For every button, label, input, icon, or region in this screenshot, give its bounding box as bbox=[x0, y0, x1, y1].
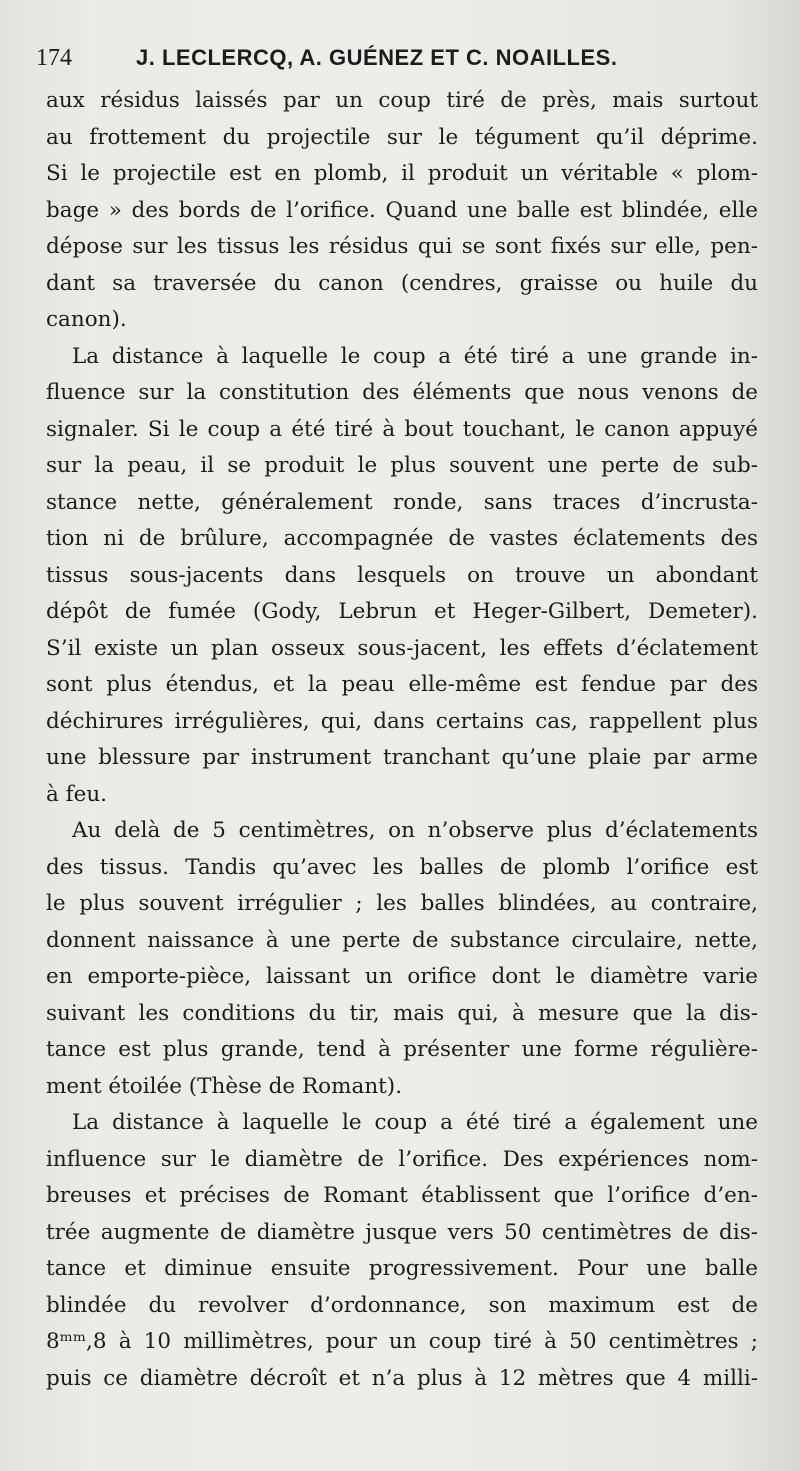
text-line: signaler. Si le coup a été tiré à bout touchant, le canon appuyé bbox=[46, 416, 758, 442]
paragraph-4 bbox=[46, 1105, 758, 1397]
text-line: aux résidus laissés par un coup tiré de près, mais surtout bbox=[46, 88, 758, 113]
text-line: Au delà de 5 centimètres, on n’observe plus d’éclatements bbox=[72, 818, 758, 843]
text-line: fluence sur la constitution des éléments que nous venons de bbox=[46, 380, 758, 405]
running-head bbox=[36, 40, 756, 76]
page-number: 174 bbox=[36, 45, 72, 71]
text-line: 8ᵐᵐ,8 à 10 millimètres, pour un coup tiré à 50 centimètres ; bbox=[46, 1329, 758, 1354]
paragraph-3 bbox=[46, 813, 758, 1105]
text-line: tance est plus grande, tend à présenter une forme régulière- bbox=[46, 1037, 758, 1062]
text-line: La distance à laquelle le coup a été tiré a également une bbox=[72, 1110, 758, 1135]
text-line: tion ni de brûlure, accompagnée de vastes éclatements des bbox=[46, 526, 758, 551]
paragraph-2 bbox=[46, 339, 758, 814]
text-line: bage » des bords de l’orifice. Quand une balle est blindée, elle bbox=[46, 197, 758, 223]
text-line: puis ce diamètre décroît et n’a plus à 12 mètres que 4 milli- bbox=[46, 1365, 758, 1391]
text-line: dépôt de fumée (Gody, Lebrun et Heger-Gilbert, Demeter). bbox=[46, 599, 758, 624]
text-line: suivant les conditions du tir, mais qui, à mesure que la dis- bbox=[46, 1000, 758, 1026]
text-line: une blessure par instrument tranchant qu’une plaie par arme bbox=[46, 745, 758, 770]
text-line: des tissus. Tandis qu’avec les balles de plomb l’orifice est bbox=[46, 854, 758, 880]
text-line: donnent naissance à une perte de substance circulaire, nette, bbox=[46, 927, 758, 953]
text-line: S’il existe un plan osseux sous-jacent, les effets d’éclatement bbox=[46, 635, 758, 661]
text-line: sont plus étendus, et la peau elle-même est fendue par des bbox=[46, 672, 758, 697]
text-line: en emporte-pièce, laissant un orifice dont le diamètre varie bbox=[46, 964, 758, 989]
text-line: tance et diminue ensuite progressivement. Pour une balle bbox=[46, 1256, 758, 1281]
text-line: influence sur le diamètre de l’orifice. Des expériences nom- bbox=[46, 1146, 758, 1172]
text-line: déchirures irrégulières, qui, dans certains cas, rappellent plus bbox=[46, 708, 758, 734]
header-authors-title: J. LECLERCQ, A. GUÉNEZ ET C. NOAILLES. bbox=[136, 45, 618, 70]
text-line: sur la peau, il se produit le plus souvent une perte de sub- bbox=[46, 453, 758, 478]
text-line: dant sa traversée du canon (cendres, graisse ou huile du bbox=[46, 270, 758, 296]
text-line: stance nette, généralement ronde, sans traces d’incrusta- bbox=[46, 489, 758, 515]
text-line: tissus sous-jacents dans lesquels on trouve un abondant bbox=[46, 562, 758, 588]
text-line: dépose sur les tissus les résidus qui se sont fixés sur elle, pen- bbox=[46, 234, 758, 259]
text-line: le plus souvent irrégulier ; les balles blindées, au contraire, bbox=[46, 891, 758, 916]
text-line: au frottement du projectile sur le tégument qu’il déprime. bbox=[46, 124, 758, 150]
text-line: Si le projectile est en plomb, il produit un véritable « plom- bbox=[46, 161, 758, 186]
text-line: ment étoilée (Thèse de Romant). bbox=[46, 1073, 403, 1099]
text-line: trée augmente de diamètre jusque vers 50 centimètres de dis- bbox=[46, 1219, 758, 1245]
text-line: à feu. bbox=[46, 781, 108, 807]
text-line: La distance à laquelle le coup a été tiré a une grande in- bbox=[72, 343, 758, 369]
text-line: breuses et précises de Romant établissent que l’orifice d’en- bbox=[46, 1183, 758, 1208]
text-line: blindée du revolver d’ordonnance, son maximum est de bbox=[46, 1292, 758, 1318]
paragraph-1 bbox=[46, 83, 758, 339]
body-text bbox=[46, 83, 758, 1397]
text-line: canon). bbox=[46, 307, 127, 332]
